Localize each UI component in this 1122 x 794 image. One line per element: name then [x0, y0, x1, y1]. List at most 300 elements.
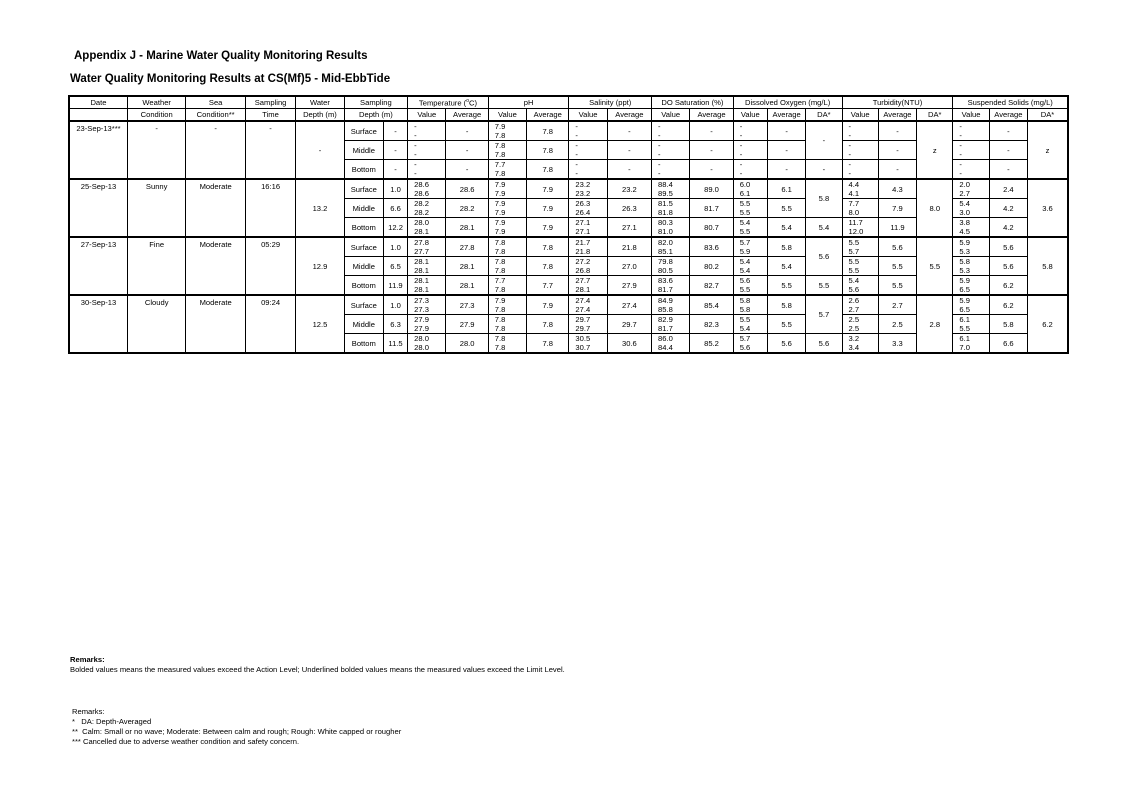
sampling-level-cell: Middle: [344, 141, 383, 160]
ph-value-cell-reading-1: 7.9: [494, 218, 506, 227]
sampling-depth-cell: 6.6: [383, 199, 407, 218]
sampling-time-cell: 16:16: [245, 179, 295, 237]
dissolved-oxygen-da-cell: 5.8: [806, 179, 842, 218]
water-depth-cell: -: [296, 121, 344, 179]
suspended-solids-value-cell-reading-2: 6.5: [959, 305, 970, 314]
turbidity-value-cell: [842, 295, 878, 315]
ph-value-cell-reading-2: 7.8: [494, 247, 506, 256]
dissolved-oxygen-value-cell-reading-1: -: [739, 160, 743, 169]
turbidity-average-cell: -: [878, 160, 916, 180]
salinity-average-cell: 29.7: [607, 315, 651, 334]
header-average: Average: [446, 109, 488, 122]
ph-value-cell-reading-1: 7.9: [494, 180, 506, 189]
suspended-solids-value-cell: [953, 237, 989, 257]
dissolved-oxygen-value-cell-reading-2: 6.1: [739, 189, 751, 198]
salinity-value-cell: [569, 160, 607, 180]
suspended-solids-value-cell: [953, 295, 989, 315]
footnote-cancelled: *** Cancelled due to adverse weather condition and safety concern.: [72, 737, 300, 746]
turbidity-value-cell-reading-2: -: [848, 150, 852, 159]
dissolved-oxygen-value-cell-reading-2: 5.9: [739, 247, 751, 256]
dissolved-oxygen-bottom-da-cell: 5.4: [806, 218, 842, 238]
dissolved-oxygen-average-cell: -: [767, 121, 805, 141]
do-saturation-value-cell-reading-1: 86.0: [658, 334, 673, 343]
footnotes-heading: Remarks:: [72, 707, 105, 716]
turbidity-value-cell: [842, 276, 878, 296]
dissolved-oxygen-average-cell: 5.8: [767, 237, 805, 257]
dissolved-oxygen-value-cell-reading-1: 5.4: [739, 257, 751, 266]
suspended-solids-value-cell: [953, 257, 989, 276]
sampling-level-cell: Middle: [344, 199, 383, 218]
turbidity-average-cell: 5.5: [878, 276, 916, 296]
turbidity-da-cell: 2.8: [917, 295, 953, 353]
date-cell: 25-Sep-13: [69, 179, 127, 237]
sampling-time-cell: -: [245, 121, 295, 179]
turbidity-value-cell: [842, 237, 878, 257]
dissolved-oxygen-value-cell: [733, 237, 767, 257]
suspended-solids-average-cell: -: [989, 121, 1027, 141]
ph-value-cell: [488, 315, 526, 334]
salinity-value-cell-reading-2: 27.1: [575, 227, 591, 236]
turbidity-value-cell: [842, 141, 878, 160]
turbidity-value-cell-reading-2: 3.4: [848, 343, 860, 352]
dissolved-oxygen-average-cell: 5.5: [767, 315, 805, 334]
suspended-solids-value-cell-reading-2: 5.3: [959, 266, 970, 275]
temperature-value-cell-reading-2: 28.6: [414, 189, 429, 198]
sea-condition-cell: -: [186, 121, 245, 179]
suspended-solids-da-cell: 5.8: [1028, 237, 1069, 295]
turbidity-value-cell-reading-1: 2.6: [848, 296, 860, 305]
ph-value-cell-reading-2: 7.8: [494, 150, 506, 159]
temperature-value-cell-reading-1: 27.3: [414, 296, 429, 305]
temperature-value-cell: [408, 199, 446, 218]
salinity-value-cell: [569, 121, 607, 141]
do-saturation-value-cell-reading-2: 80.5: [658, 266, 673, 275]
sampling-time-cell: 09:24: [245, 295, 295, 353]
ph-value-cell-reading-2: 7.8: [494, 266, 506, 275]
header-salinity: Salinity (ppt): [569, 96, 652, 109]
turbidity-average-cell: 5.6: [878, 237, 916, 257]
suspended-solids-value-cell-reading-2: -: [959, 150, 962, 159]
ph-value-cell-reading-1: 7.8: [494, 334, 506, 343]
results-table-container: [68, 95, 1069, 354]
header-sampling-time: Sampling: [245, 96, 295, 109]
do-saturation-value-cell: [652, 121, 690, 141]
ph-value-cell-reading-1: 7.7: [494, 276, 506, 285]
ph-value-cell: [488, 160, 526, 180]
salinity-value-cell-reading-1: -: [575, 122, 578, 131]
header-value: Value: [733, 109, 767, 122]
ph-value-cell-reading-1: 7.8: [494, 141, 506, 150]
temperature-value-cell-reading-1: -: [414, 160, 417, 169]
temperature-value-cell: [408, 295, 446, 315]
dissolved-oxygen-value-cell-reading-2: 5.8: [739, 305, 751, 314]
suspended-solids-value-cell-reading-1: -: [959, 160, 962, 169]
ph-value-cell: [488, 141, 526, 160]
suspended-solids-value-cell-reading-2: -: [959, 131, 962, 140]
suspended-solids-value-cell-reading-1: 5.9: [959, 238, 970, 247]
header-sea: Sea: [186, 96, 245, 109]
turbidity-value-cell: [842, 315, 878, 334]
header-date-blank: [69, 109, 127, 122]
temperature-value-cell-reading-1: 27.8: [414, 238, 429, 247]
dissolved-oxygen-average-cell: 5.5: [767, 199, 805, 218]
suspended-solids-value-cell-reading-2: -: [959, 169, 962, 178]
header-value: Value: [569, 109, 607, 122]
temperature-average-cell: -: [446, 121, 488, 141]
header-sampling-depth: Sampling: [344, 96, 408, 109]
water-depth-cell: 12.9: [296, 237, 344, 295]
turbidity-value-cell: [842, 121, 878, 141]
salinity-value-cell: [569, 179, 607, 199]
do-saturation-value-cell-reading-2: 81.7: [658, 285, 673, 294]
ph-average-cell: 7.8: [527, 334, 569, 354]
turbidity-value-cell-reading-2: 5.5: [848, 266, 860, 275]
header-da: DA*: [806, 109, 842, 122]
turbidity-value-cell-reading-1: 5.4: [848, 276, 860, 285]
sampling-level-cell: Middle: [344, 257, 383, 276]
suspended-solids-value-cell: [953, 276, 989, 296]
ph-value-cell-reading-2: 7.8: [494, 343, 506, 352]
do-saturation-value-cell-reading-2: 81.0: [658, 227, 673, 236]
suspended-solids-value-cell-reading-2: 6.5: [959, 285, 970, 294]
ph-value-cell: [488, 237, 526, 257]
do-saturation-value-cell-reading-1: 84.9: [658, 296, 673, 305]
ph-value-cell: [488, 218, 526, 238]
salinity-value-cell: [569, 276, 607, 296]
ph-value-cell-reading-1: 7.9: [494, 199, 506, 208]
header-average: Average: [527, 109, 569, 122]
suspended-solids-average-cell: -: [989, 160, 1027, 180]
temperature-average-cell: -: [446, 160, 488, 180]
header-time: Time: [245, 109, 295, 122]
do-saturation-average-cell: 81.7: [690, 199, 733, 218]
do-saturation-value-cell-reading-1: 79.8: [658, 257, 673, 266]
header-sampling-depth-unit: Depth (m): [344, 109, 408, 122]
header-average: Average: [767, 109, 805, 122]
header-suspended-solids: Suspended Solids (mg/L): [953, 96, 1068, 109]
temperature-value-cell-reading-1: -: [414, 141, 417, 150]
suspended-solids-value-cell-reading-1: 5.4: [959, 199, 970, 208]
dissolved-oxygen-value-cell-reading-1: 5.8: [739, 296, 751, 305]
dissolved-oxygen-bottom-da-cell: 5.6: [806, 334, 842, 354]
salinity-value-cell-reading-2: 21.8: [575, 247, 591, 256]
salinity-value-cell-reading-2: -: [575, 169, 578, 178]
do-saturation-value-cell-reading-2: 89.5: [658, 189, 673, 198]
sampling-time-cell: 05:29: [245, 237, 295, 295]
do-saturation-value-cell-reading-1: -: [658, 122, 661, 131]
sea-condition-cell: Moderate: [186, 179, 245, 237]
dissolved-oxygen-value-cell: [733, 334, 767, 354]
temperature-value-cell-reading-2: -: [414, 169, 417, 178]
weather-cell: -: [127, 121, 185, 179]
temperature-value-cell-reading-1: 28.1: [414, 257, 429, 266]
dissolved-oxygen-value-cell-reading-2: -: [739, 150, 743, 159]
turbidity-da-cell: 5.5: [917, 237, 953, 295]
suspended-solids-value-cell-reading-2: 2.7: [959, 189, 970, 198]
ph-value-cell: [488, 334, 526, 354]
turbidity-value-cell-reading-2: 12.0: [848, 227, 864, 236]
do-saturation-value-cell-reading-2: 84.4: [658, 343, 673, 352]
turbidity-value-cell-reading-2: 2.5: [848, 324, 860, 333]
dissolved-oxygen-value-cell: [733, 141, 767, 160]
turbidity-value-cell-reading-2: 2.7: [848, 305, 860, 314]
ph-value-cell-reading-1: 7.9: [494, 296, 506, 305]
salinity-value-cell: [569, 334, 607, 354]
suspended-solids-value-cell: [953, 141, 989, 160]
temperature-value-cell-reading-2: 28.1: [414, 266, 429, 275]
ph-value-cell: [488, 179, 526, 199]
temperature-value-cell: [408, 179, 446, 199]
ph-value-cell: [488, 121, 526, 141]
salinity-value-cell-reading-1: 27.7: [575, 276, 591, 285]
dissolved-oxygen-value-cell-reading-1: 5.7: [739, 334, 751, 343]
sampling-level-cell: Surface: [344, 179, 383, 199]
dissolved-oxygen-da-cell: -: [806, 121, 842, 160]
salinity-value-cell-reading-2: -: [575, 131, 578, 140]
header-value: Value: [842, 109, 878, 122]
turbidity-value-cell-reading-1: 5.5: [848, 238, 860, 247]
suspended-solids-value-cell: [953, 315, 989, 334]
dissolved-oxygen-average-cell: -: [767, 141, 805, 160]
dissolved-oxygen-value-cell-reading-2: 5.4: [739, 266, 751, 275]
do-saturation-average-cell: 89.0: [690, 179, 733, 199]
salinity-value-cell-reading-1: -: [575, 160, 578, 169]
ph-average-cell: 7.7: [527, 276, 569, 296]
dissolved-oxygen-value-cell-reading-2: 5.4: [739, 324, 751, 333]
sampling-depth-cell: 6.3: [383, 315, 407, 334]
salinity-value-cell-reading-1: 27.2: [575, 257, 591, 266]
do-saturation-average-cell: 85.2: [690, 334, 733, 354]
suspended-solids-da-cell: 6.2: [1028, 295, 1069, 353]
ph-average-cell: 7.8: [527, 315, 569, 334]
temperature-value-cell-reading-1: 28.6: [414, 180, 429, 189]
dissolved-oxygen-value-cell-reading-1: 5.4: [739, 218, 751, 227]
ph-average-cell: 7.8: [527, 257, 569, 276]
salinity-value-cell-reading-2: 28.1: [575, 285, 591, 294]
dissolved-oxygen-value-cell: [733, 257, 767, 276]
temperature-value-cell-reading-1: 28.2: [414, 199, 429, 208]
page-title: Appendix J - Marine Water Quality Monitoring Results: [74, 50, 368, 62]
salinity-average-cell: 21.8: [607, 237, 651, 257]
sampling-level-cell: Surface: [344, 295, 383, 315]
dissolved-oxygen-value-cell-reading-1: 6.0: [739, 180, 751, 189]
temperature-value-cell: [408, 315, 446, 334]
suspended-solids-average-cell: 6.2: [989, 295, 1027, 315]
do-saturation-value-cell-reading-2: 85.8: [658, 305, 673, 314]
header-ph: pH: [488, 96, 569, 109]
salinity-average-cell: 27.9: [607, 276, 651, 296]
degree-sign: o: [466, 98, 469, 105]
turbidity-value-cell-reading-1: -: [848, 160, 852, 169]
salinity-value-cell: [569, 315, 607, 334]
turbidity-average-cell: 7.9: [878, 199, 916, 218]
header-average: Average: [989, 109, 1027, 122]
turbidity-value-cell: [842, 199, 878, 218]
dissolved-oxygen-average-cell: -: [767, 160, 805, 180]
date-cell: 23-Sep-13***: [69, 121, 127, 179]
temperature-average-cell: 28.2: [446, 199, 488, 218]
turbidity-value-cell-reading-2: 5.6: [848, 285, 860, 294]
salinity-value-cell-reading-2: 30.7: [575, 343, 591, 352]
suspended-solids-da-cell: 3.6: [1028, 179, 1069, 237]
turbidity-average-cell: 5.5: [878, 257, 916, 276]
turbidity-value-cell-reading-1: 7.7: [848, 199, 860, 208]
weather-cell: Cloudy: [127, 295, 185, 353]
ph-value-cell-reading-1: 7.8: [494, 238, 506, 247]
sampling-depth-cell: -: [383, 121, 407, 141]
ph-value-cell: [488, 257, 526, 276]
suspended-solids-average-cell: 6.2: [989, 276, 1027, 296]
dissolved-oxygen-value-cell-reading-1: 5.6: [739, 276, 751, 285]
dissolved-oxygen-value-cell-reading-2: 5.5: [739, 285, 751, 294]
sampling-depth-cell: 11.9: [383, 276, 407, 296]
temperature-value-cell-reading-1: 28.0: [414, 218, 429, 227]
turbidity-da-cell: 8.0: [917, 179, 953, 237]
header-turbidity: Turbidity(NTU): [842, 96, 953, 109]
header-water-depth-unit: Depth (m): [296, 109, 344, 122]
suspended-solids-value-cell-reading-1: 5.9: [959, 276, 970, 285]
salinity-average-cell: 23.2: [607, 179, 651, 199]
footnote-sea-condition: ** Calm: Small or no wave; Moderate: Between calm and rough; Rough: White capped or rougher: [72, 727, 402, 736]
turbidity-value-cell-reading-2: 4.1: [848, 189, 860, 198]
do-saturation-value-cell: [652, 276, 690, 296]
suspended-solids-da-cell: z: [1028, 121, 1069, 179]
salinity-average-cell: 27.0: [607, 257, 651, 276]
turbidity-value-cell-reading-2: -: [848, 131, 852, 140]
turbidity-value-cell-reading-1: 11.7: [848, 218, 863, 227]
footnote-depth-averaged: * DA: Depth-Averaged: [72, 717, 152, 726]
date-cell: 27-Sep-13: [69, 237, 127, 295]
table-row: [69, 295, 1068, 315]
ph-average-cell: 7.9: [527, 179, 569, 199]
ph-average-cell: 7.8: [527, 141, 569, 160]
turbidity-average-cell: 2.7: [878, 295, 916, 315]
ph-value-cell-reading-2: 7.8: [494, 131, 506, 140]
suspended-solids-value-cell-reading-2: 4.5: [959, 227, 970, 236]
salinity-value-cell: [569, 257, 607, 276]
dissolved-oxygen-value-cell-reading-2: 5.6: [739, 343, 751, 352]
do-saturation-value-cell: [652, 141, 690, 160]
do-saturation-value-cell: [652, 199, 690, 218]
do-saturation-value-cell-reading-2: -: [658, 150, 661, 159]
turbidity-value-cell-reading-2: 8.0: [848, 208, 860, 217]
temperature-average-cell: 27.3: [446, 295, 488, 315]
suspended-solids-average-cell: 6.6: [989, 334, 1027, 354]
temperature-average-cell: 27.9: [446, 315, 488, 334]
ph-average-cell: 7.8: [527, 160, 569, 180]
salinity-value-cell-reading-1: 21.7: [575, 238, 591, 247]
sampling-depth-cell: 6.5: [383, 257, 407, 276]
temperature-value-cell-reading-2: 28.2: [414, 208, 429, 217]
sampling-depth-cell: 11.5: [383, 334, 407, 354]
ph-average-cell: 7.8: [527, 121, 569, 141]
turbidity-value-cell: [842, 218, 878, 238]
salinity-value-cell-reading-1: -: [575, 141, 578, 150]
temperature-value-cell-reading-1: 28.1: [414, 276, 429, 285]
ph-value-cell-reading-2: 7.8: [494, 169, 506, 178]
ph-value-cell-reading-2: 7.8: [494, 285, 506, 294]
header-average: Average: [607, 109, 651, 122]
temperature-value-cell-reading-2: 28.1: [414, 285, 429, 294]
header-da: DA*: [1028, 109, 1069, 122]
do-saturation-value-cell: [652, 237, 690, 257]
salinity-average-cell: 26.3: [607, 199, 651, 218]
salinity-value-cell-reading-2: -: [575, 150, 578, 159]
dissolved-oxygen-value-cell: [733, 160, 767, 180]
table-header: [69, 96, 1068, 121]
remarks-legend: [70, 655, 565, 675]
turbidity-value-cell-reading-1: 2.5: [848, 315, 860, 324]
dissolved-oxygen-da-cell: 5.7: [806, 295, 842, 334]
dissolved-oxygen-value-cell-reading-1: 5.7: [739, 238, 751, 247]
header-value: Value: [488, 109, 526, 122]
suspended-solids-average-cell: 5.6: [989, 257, 1027, 276]
sea-condition-cell: Moderate: [186, 237, 245, 295]
temperature-average-cell: 28.1: [446, 276, 488, 296]
do-saturation-value-cell-reading-1: -: [658, 141, 661, 150]
water-quality-table: [68, 95, 1069, 354]
turbidity-average-cell: -: [878, 141, 916, 160]
dissolved-oxygen-value-cell-reading-1: -: [739, 122, 743, 131]
sampling-level-cell: Surface: [344, 237, 383, 257]
salinity-value-cell: [569, 141, 607, 160]
salinity-value-cell-reading-2: 23.2: [575, 189, 591, 198]
turbidity-average-cell: 4.3: [878, 179, 916, 199]
sampling-level-cell: Bottom: [344, 218, 383, 238]
header-da: DA*: [917, 109, 953, 122]
dissolved-oxygen-value-cell-reading-1: 5.5: [739, 315, 751, 324]
temperature-value-cell: [408, 121, 446, 141]
temperature-value-cell: [408, 160, 446, 180]
do-saturation-value-cell-reading-1: 83.6: [658, 276, 673, 285]
do-saturation-average-cell: -: [690, 141, 733, 160]
header-average: Average: [878, 109, 916, 122]
suspended-solids-value-cell: [953, 160, 989, 180]
salinity-value-cell-reading-2: 29.7: [575, 324, 591, 333]
do-saturation-value-cell: [652, 160, 690, 180]
water-depth-cell: 12.5: [296, 295, 344, 353]
turbidity-average-cell: 2.5: [878, 315, 916, 334]
temperature-value-cell-reading-2: 28.0: [414, 343, 429, 352]
suspended-solids-value-cell: [953, 199, 989, 218]
table-title: Water Quality Monitoring Results at CS(Mf)5 - Mid-EbbTide: [70, 73, 391, 85]
turbidity-value-cell: [842, 257, 878, 276]
suspended-solids-value-cell-reading-2: 5.3: [959, 247, 970, 256]
ph-value-cell-reading-2: 7.8: [494, 305, 506, 314]
suspended-solids-value-cell-reading-1: 6.1: [959, 315, 970, 324]
do-saturation-value-cell: [652, 179, 690, 199]
salinity-value-cell-reading-1: 30.5: [575, 334, 591, 343]
do-saturation-average-cell: 82.7: [690, 276, 733, 296]
suspended-solids-average-cell: 5.8: [989, 315, 1027, 334]
sampling-depth-cell: 1.0: [383, 237, 407, 257]
suspended-solids-value-cell: [953, 218, 989, 238]
do-saturation-average-cell: 82.3: [690, 315, 733, 334]
salinity-value-cell: [569, 295, 607, 315]
suspended-solids-average-cell: 2.4: [989, 179, 1027, 199]
suspended-solids-average-cell: 4.2: [989, 199, 1027, 218]
ph-value-cell-reading-1: 7.8: [494, 315, 506, 324]
ph-value-cell: [488, 276, 526, 296]
header-value: Value: [953, 109, 989, 122]
turbidity-value-cell-reading-2: 5.7: [848, 247, 860, 256]
table-body: [69, 121, 1068, 353]
suspended-solids-average-cell: 4.2: [989, 218, 1027, 238]
salinity-average-cell: 27.4: [607, 295, 651, 315]
temperature-average-cell: 28.1: [446, 257, 488, 276]
do-saturation-value-cell-reading-1: 88.4: [658, 180, 673, 189]
suspended-solids-value-cell-reading-1: -: [959, 141, 962, 150]
